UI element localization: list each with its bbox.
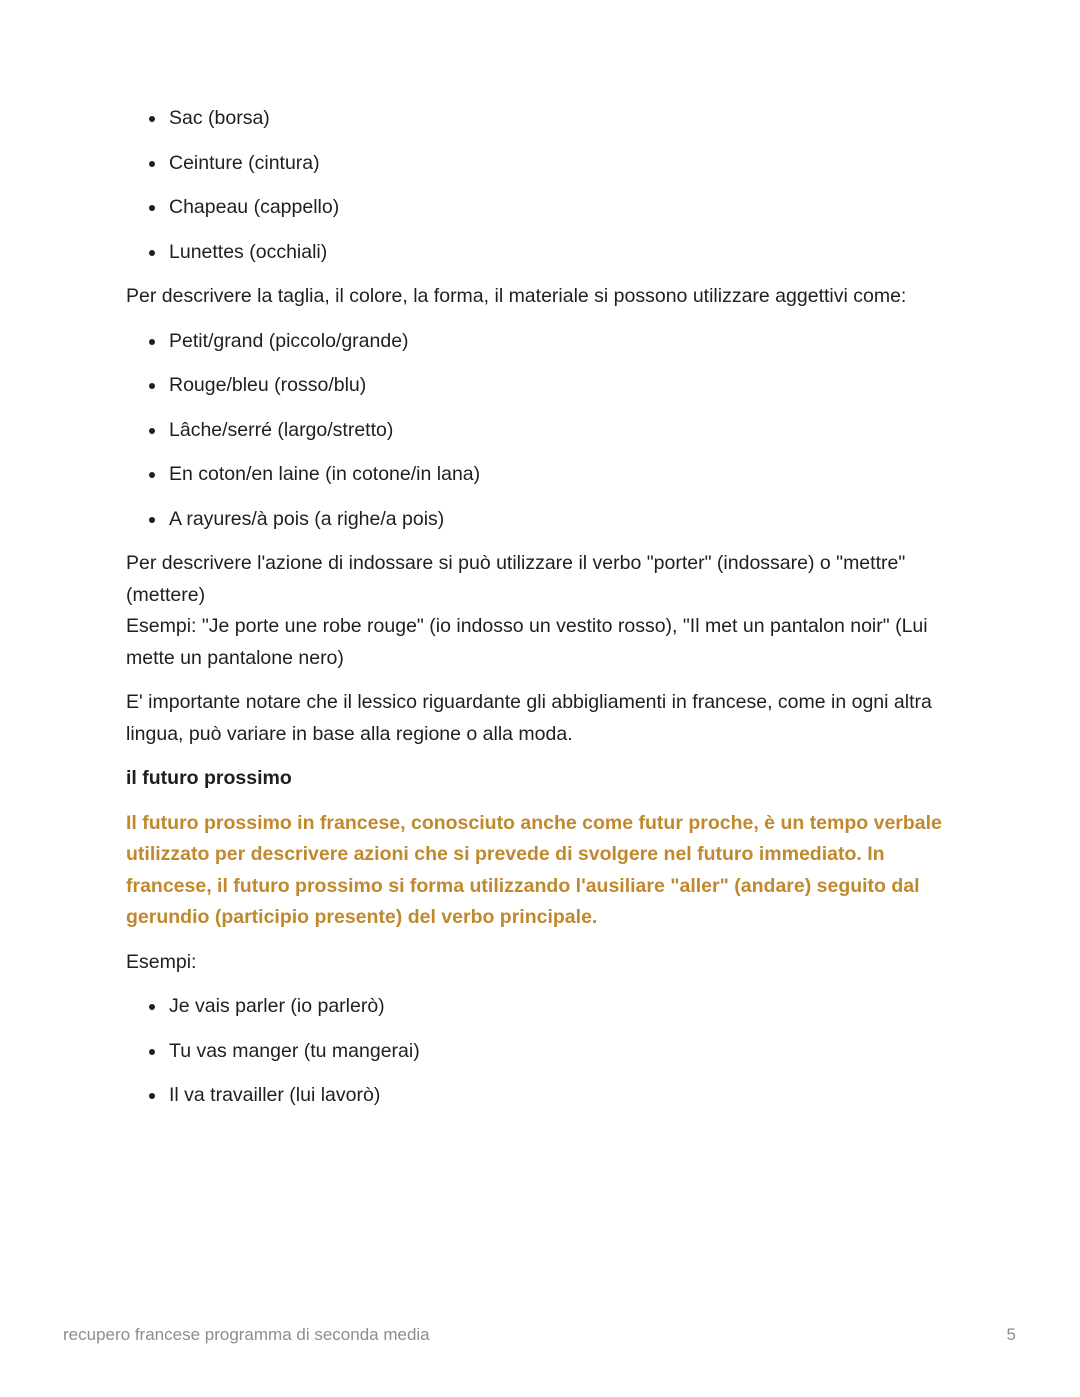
- list-item: • A rayures/à pois (a righe/a pois): [167, 504, 954, 536]
- page-content: [126, 103, 954, 1125]
- list-item: • Chapeau (cappello): [167, 192, 954, 224]
- note-paragraph: E' importante notare che il lessico riguardante gli abbigliamenti in francese, come in ogni altra lingua, può variare in base alla regione o alla moda.: [126, 691, 932, 745]
- list-item: • Ceinture (cintura): [167, 148, 954, 180]
- page-footer: [63, 1325, 1016, 1345]
- verbs-paragraph: [126, 548, 954, 674]
- list-item: • Lâche/serré (largo/stretto): [167, 415, 954, 447]
- list-item: • Sac (borsa): [167, 103, 954, 135]
- list-item: • Lunettes (occhiali): [167, 237, 954, 269]
- verbs-paragraph-line1: Per descrivere l'azione di indossare si può utilizzare il verbo "porter" (indossare) o "mettre" (mettere): [126, 552, 906, 606]
- list-item: • En coton/en laine (in cotone/in lana): [167, 459, 954, 491]
- list-item: • Je vais parler (io parlerò): [167, 991, 954, 1023]
- accent-paragraph: Il futuro prossimo in francese, conosciuto anche come futur proche, è un tempo verbale utilizzato per descrivere azioni che si prevede di svolgere nel futuro immediato. In francese, il futuro prossimo si forma utilizzando l'ausiliare "aller" (andare) seguito dal gerundio (participio presente) del verbo principale.: [126, 811, 942, 928]
- accessories-list: [126, 103, 954, 268]
- footer-document-title: recupero francese programma di seconda media: [63, 1325, 430, 1344]
- examples-label: Esempi:: [126, 950, 197, 973]
- examples-list: [126, 991, 954, 1112]
- list-item: • Petit/grand (piccolo/grande): [167, 326, 954, 358]
- list-item: • Il va travailler (lui lavorò): [167, 1080, 954, 1112]
- verbs-paragraph-line2: Esempi: "Je porte une robe rouge" (io indosso un vestito rosso), "Il met un pantalon noir" (Lui mette un pantalone nero): [126, 615, 928, 669]
- adjectives-list: [126, 326, 954, 536]
- section-heading: il futuro prossimo: [126, 767, 292, 789]
- adjectives-intro-paragraph: Per descrivere la taglia, il colore, la forma, il materiale si possono utilizzare aggettivi come:: [126, 285, 907, 307]
- list-item: • Tu vas manger (tu mangerai): [167, 1036, 954, 1068]
- footer-page-number: 5: [1006, 1325, 1016, 1344]
- list-item: • Rouge/bleu (rosso/blu): [167, 370, 954, 402]
